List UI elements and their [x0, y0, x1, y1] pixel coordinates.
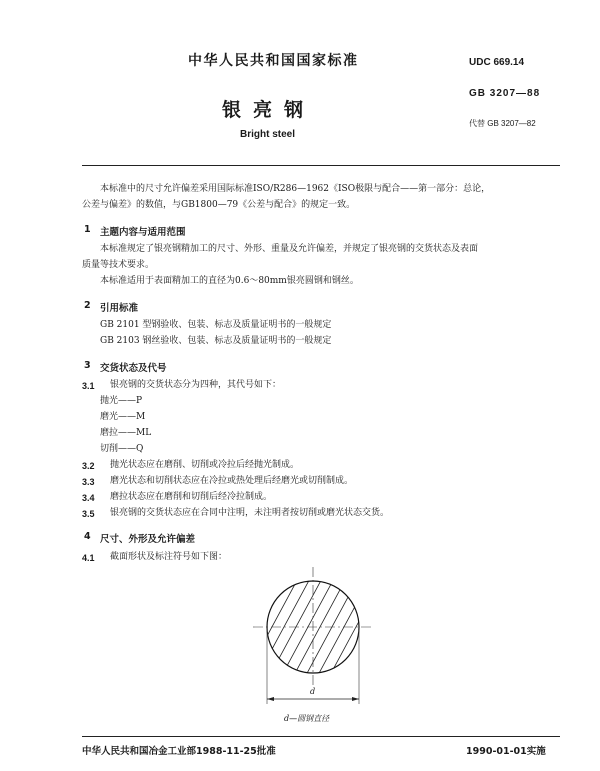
- clause-3-5-text: 银亮钢的交货状态应在合同中注明，未注明者按切削或磨光状态交货。: [110, 508, 390, 518]
- footer-divider: [82, 736, 560, 737]
- clause-3-3-text: 磨光状态和切削状态应在冷拉或热处理后经磨光或切削制成。: [110, 476, 354, 486]
- gb-code: GB 3207—88: [469, 88, 541, 99]
- udc-code: UDC 669.14: [469, 57, 525, 68]
- arrow-right-icon: [352, 697, 359, 701]
- document-title-en: Bright steel: [240, 129, 296, 140]
- section-1-title: 主题内容与适用范围: [100, 227, 186, 238]
- clause-3-5-number: 3.5: [82, 509, 95, 519]
- section-1-para-3: 本标准适用于表面精加工的直径为0.6～80mm银亮圆钢和钢丝。: [100, 276, 359, 286]
- section-1-para-2: 质量等技术要求。: [82, 260, 155, 270]
- figure-caption: d—圆钢直径: [284, 714, 330, 723]
- clause-3-1-number: 3.1: [82, 381, 95, 391]
- section-4-title: 尺寸、外形及允许偏差: [100, 534, 196, 545]
- section-4-number: 4: [84, 531, 91, 542]
- code-polished: 抛光——P: [100, 396, 143, 406]
- section-3-number: 3: [84, 360, 91, 371]
- document-title: 银亮钢: [222, 99, 316, 121]
- section-2-number: 2: [84, 300, 91, 311]
- intro-line-1: 本标准中的尺寸允许偏差采用国际标准ISO/R286—1962《ISO极限与配合——第一部分：总论，: [100, 184, 491, 194]
- reference-gb2103: GB 2103 钢丝验收、包装、标志及质量证明书的一般规定: [100, 336, 332, 346]
- clause-3-4-number: 3.4: [82, 493, 95, 503]
- code-ground-drawn: 磨拉——ML: [100, 428, 152, 438]
- implementation-date: 1990-01-01实施: [466, 746, 546, 757]
- code-ground: 磨光——M: [100, 412, 146, 422]
- hatch-lines: [214, 560, 404, 690]
- clause-3-3-number: 3.3: [82, 477, 95, 487]
- reference-gb2101: GB 2101 型钢验收、包装、标志及质量证明书的一般规定: [100, 320, 332, 330]
- section-1-number: 1: [84, 224, 91, 235]
- code-turned: 切削——Q: [100, 444, 144, 454]
- clause-4-1-number: 4.1: [82, 553, 95, 563]
- intro-line-2: 公差与偏差》的数值，与GB1800—79《公差与配合》的规定一致。: [82, 200, 356, 210]
- dimension-label: d: [310, 687, 316, 696]
- section-1-para-1: 本标准规定了银亮钢精加工的尺寸、外形、重量及允许偏差，并规定了银亮钢的交货状态及表面: [100, 244, 479, 254]
- clause-3-4-text: 磨拉状态应在磨削和切削后经冷拉制成。: [110, 492, 273, 502]
- replaces-note: 代替 GB 3207—82: [469, 119, 536, 128]
- clause-3-2-number: 3.2: [82, 461, 95, 471]
- section-2-title: 引用标准: [100, 303, 139, 314]
- standard-title: 中华人民共和国国家标准: [188, 53, 359, 69]
- approval-note: 中华人民共和国冶金工业部1988-11-25批准: [82, 746, 276, 757]
- clause-3-1-text: 银亮钢的交货状态分为四种，其代号如下：: [110, 380, 282, 390]
- clause-4-1-text: 截面形状及标注符号如下图：: [110, 552, 228, 562]
- section-3-title: 交货状态及代号: [100, 363, 167, 374]
- arrow-left-icon: [267, 697, 274, 701]
- clause-3-2-text: 抛光状态应在磨削、切削或冷拉后经抛光制成。: [110, 460, 300, 470]
